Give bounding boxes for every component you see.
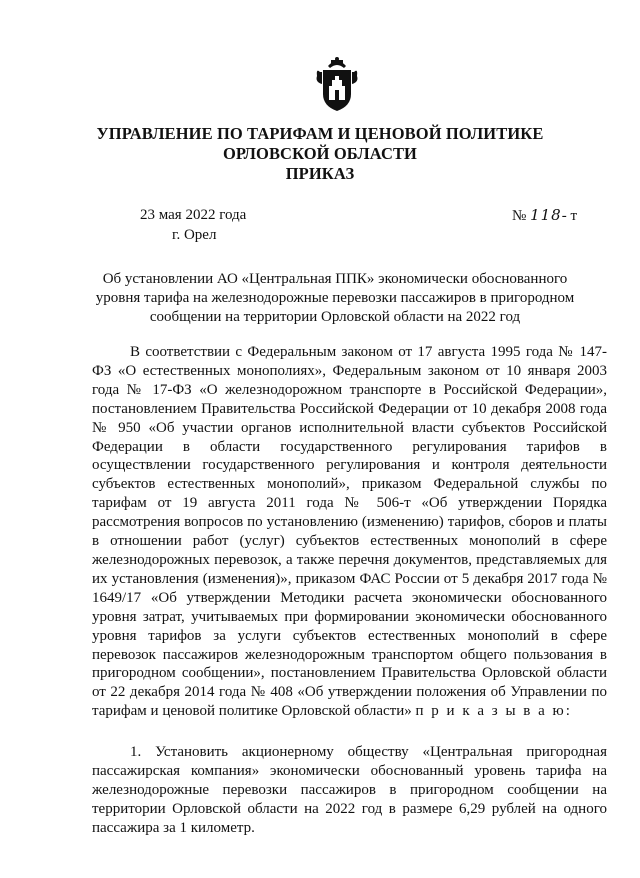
document-date: 23 мая 2022 года — [140, 207, 247, 223]
preamble-text: В соответствии с Федеральным законом от 17 августа 1995 года № 147-ФЗ «О естественных монополиях», Федеральным законом от 10 января 2003 года № 17-ФЗ «О железнодорожном транспорте в Российской Федерации», постановлением Правительства Российской Федерации от 10 декабря 2008 года № 950 «Об участии органов исполнительной власти субъектов Российской Федерации в области государственного регулирования тарифов в осуществлении государственного регулирования и контроля деятельности субъектов естественных монополий», приказом Федеральной службы по тарифам от 19 августа 2011 года № 506-т «Об утверждении Порядка рассмотрения вопросов по установлению (изменению) тарифов, сборов и платы в отношении работ (услуг) субъектов естественных монополий в сфере железнодорожных перевозок, а также перечня документов, представляемых для их установления (изменения)», приказом ФАС России от 5 декабря 2017 года № 1649/17 «Об утверждении Методики расчета экономически обоснованного уровня затрат, учитываемых при формировании экономически обоснованного уровня тарифов за услуги субъектов естественных монополий в сфере перевозок пассажиров железнодорожным транспортом общего пользования в пригородном сообщении», постановлением Правительства Орловской области от 22 декабря 2014 года № 408 «Об утверждении положения об Управлении по тарифам и ценовой политике Орловской области» — [92, 344, 607, 720]
orel-coat-of-arms-emblem — [314, 56, 360, 112]
number-sign: № — [512, 208, 527, 224]
order-word: п р и к а з ы в а ю: — [415, 703, 572, 720]
document-header — [0, 124, 640, 184]
preamble-paragraph — [92, 343, 607, 721]
document-city: г. Орел — [172, 227, 217, 243]
document-type: ПРИКАЗ — [285, 164, 355, 183]
order-item-1: 1. Установить акционерному обществу «Центральная пригородная пассажирская компания» экономически обоснованный уровень тарифа на железнодорожные перевозки пассажиров в пригородном сообщении на территории Орловской области на 2022 год в размере 6,29 рублей на одного пассажира за 1 километр. — [92, 744, 607, 836]
agency-title-line2: ОРЛОВСКОЙ ОБЛАСТИ — [222, 144, 417, 163]
number-suffix: - т — [561, 208, 578, 224]
agency-title-line1: УПРАВЛЕНИЕ ПО ТАРИФАМ И ЦЕНОВОЙ ПОЛИТИКЕ — [96, 124, 544, 143]
document-number — [512, 205, 577, 226]
handwritten-number: 118 — [530, 206, 562, 224]
date-place-block — [140, 205, 246, 245]
document-subject: Об установлении АО «Центральная ППК» экономически обоснованного уровня тарифа на железнодорожные перевозки пассажиров в пригородном сообщении на территории Орловской области на 2022 год — [95, 271, 575, 325]
document-body — [92, 343, 607, 838]
